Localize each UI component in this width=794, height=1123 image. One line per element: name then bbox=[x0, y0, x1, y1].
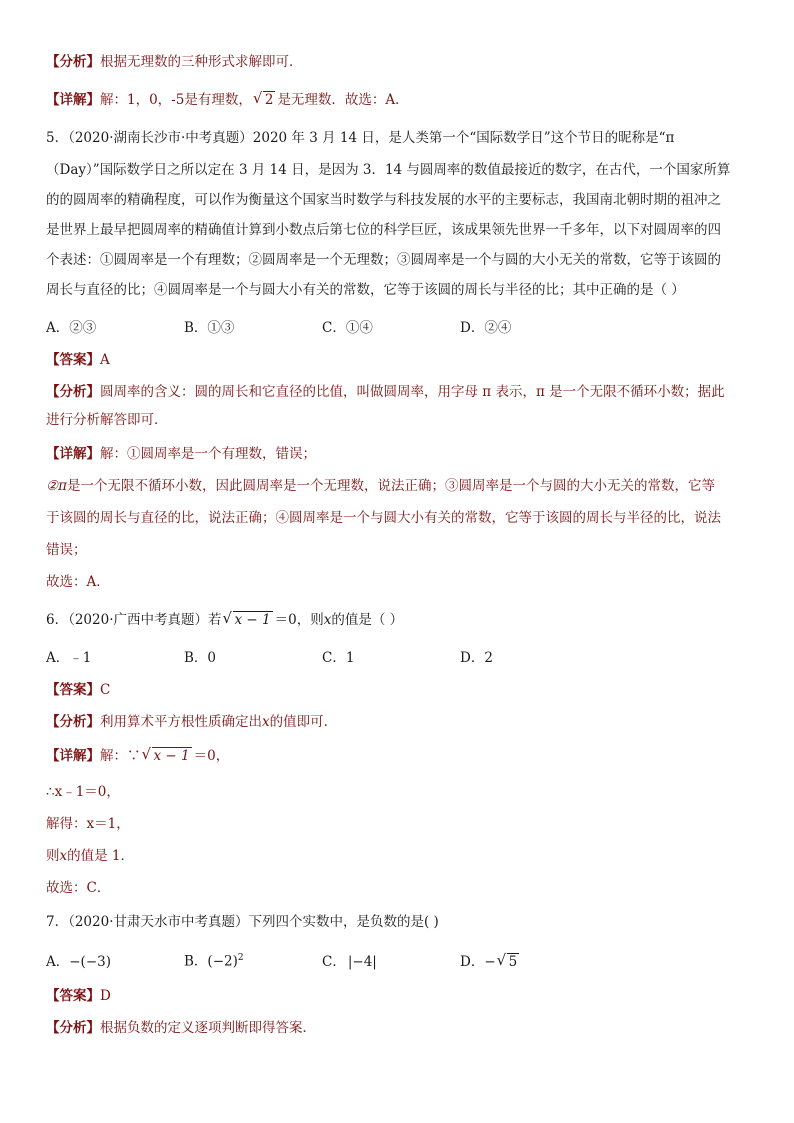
option-c: C． |−4| bbox=[322, 953, 377, 970]
q6-step: ∴x﹣1＝0， bbox=[46, 784, 120, 800]
q6-analysis: 【分析】利用算术平方根性质确定出x的值即可． bbox=[46, 714, 338, 730]
q6-step: 解得：x＝1， bbox=[46, 816, 130, 832]
q5-detail-line: 故选：A． bbox=[46, 574, 110, 590]
q4-analysis: 【分析】根据无理数的三种形式求解即可． bbox=[46, 54, 303, 70]
option-a: A．②③ bbox=[46, 320, 97, 336]
sqrt-expression: √ 2 bbox=[254, 90, 276, 110]
q5-stem-line: 个表述：①圆周率是一个有理数；②圆周率是一个无理数；③圆周率是一个与圆的大小无关的常数，它等于该圆的 bbox=[46, 252, 721, 268]
q6-step: 故选：C． bbox=[46, 880, 111, 896]
q5-stem-line: 是世界上最早把圆周率的精确值计算到小数点后第七位的科学巨匠，该成果领先世界一千多年，以下对圆周率的四 bbox=[46, 222, 721, 238]
q5-detail-line: ②π是一个无限不循环小数，因此圆周率是一个无理数，说法正确；③圆周率是一个与圆的大小无关的常数，它等 bbox=[46, 478, 715, 494]
q6-detail: 【详解】解：∵√ x − 1 ＝0， bbox=[46, 746, 229, 766]
q5-answer: 【答案】A bbox=[46, 352, 110, 368]
q5-stem-line: 5．（2020·湖南长沙市·中考真题）2020 年 3 月 14 日，是人类第一个“国际数学日”这个节日的昵称是“π bbox=[46, 130, 675, 146]
option-c: C．1 bbox=[322, 650, 355, 666]
option-a: A．−(−3) bbox=[46, 953, 111, 970]
sqrt-expression: √ 5 bbox=[498, 952, 520, 972]
sqrt-expression: √ x − 1 bbox=[224, 610, 273, 630]
option-b: B．①③ bbox=[184, 320, 235, 336]
q5-stem-line: 的的圆周率的精确程度，可以作为衡量这个国家当时数学与科技发展的水平的主要标志，我国南北朝时期的祖冲之 bbox=[46, 192, 721, 208]
q5-options bbox=[46, 318, 598, 338]
q5-stem-line: （Day）”国际数学日之所以定在 3 月 14 日，是因为 3．14 与圆周率的数值最接近的数字，在古代，一个国家所算 bbox=[46, 162, 731, 178]
q6-stem: 6．（2020·广西中考真题）若√ x − 1 ＝0，则x的值是（ ） bbox=[46, 610, 403, 630]
q5-analysis-cont: 进行分析解答即可． bbox=[46, 412, 168, 428]
q7-options bbox=[46, 948, 598, 972]
q7-analysis: 【分析】根据负数的定义逐项判断即得答案． bbox=[46, 1020, 316, 1036]
q6-step: 则x的值是 1． bbox=[46, 848, 135, 864]
option-b: B．0 bbox=[184, 650, 217, 666]
option-d: D．−√ 5 bbox=[460, 952, 598, 972]
q7-answer: 【答案】D bbox=[46, 988, 111, 1004]
q5-detail-line: 错误； bbox=[46, 542, 87, 558]
q7-stem: 7．（2020·甘肃天水市中考真题）下列四个实数中，是负数的是( ) bbox=[46, 914, 439, 930]
option-b: B．$(-2)^2$ bbox=[184, 953, 244, 970]
option-d: D．②④ bbox=[460, 320, 512, 336]
q5-detail-line: 于该圆的周长与直径的比，说法正确；④圆周率是一个与圆大小有关的常数，它等于该圆的周长与半径的比，说法 bbox=[46, 510, 721, 526]
q6-answer: 【答案】C bbox=[46, 682, 111, 698]
q5-stem-line: 周长与直径的比；④圆周率是一个与圆大小有关的常数，它等于该圆的周长与半径的比；其中正确的是（ ） bbox=[46, 282, 685, 298]
q5-analysis: 【分析】圆周率的含义：圆的周长和它直径的比值，叫做圆周率，用字母 π 表示，π 是一个无限不循环小数；据此 bbox=[46, 384, 725, 400]
option-d: D．2 bbox=[460, 650, 493, 666]
sqrt-expression: √ x − 1 bbox=[143, 746, 192, 766]
q5-detail: 【详解】解：①圆周率是一个有理数，错误； bbox=[46, 446, 316, 462]
option-a: A．﹣1 bbox=[46, 650, 92, 666]
q6-options bbox=[46, 648, 598, 668]
option-c: C．①④ bbox=[322, 320, 373, 336]
q4-detail: 【详解】解：1，0，-5是有理数，√ 2 是无理数．故选：A． bbox=[46, 90, 409, 110]
